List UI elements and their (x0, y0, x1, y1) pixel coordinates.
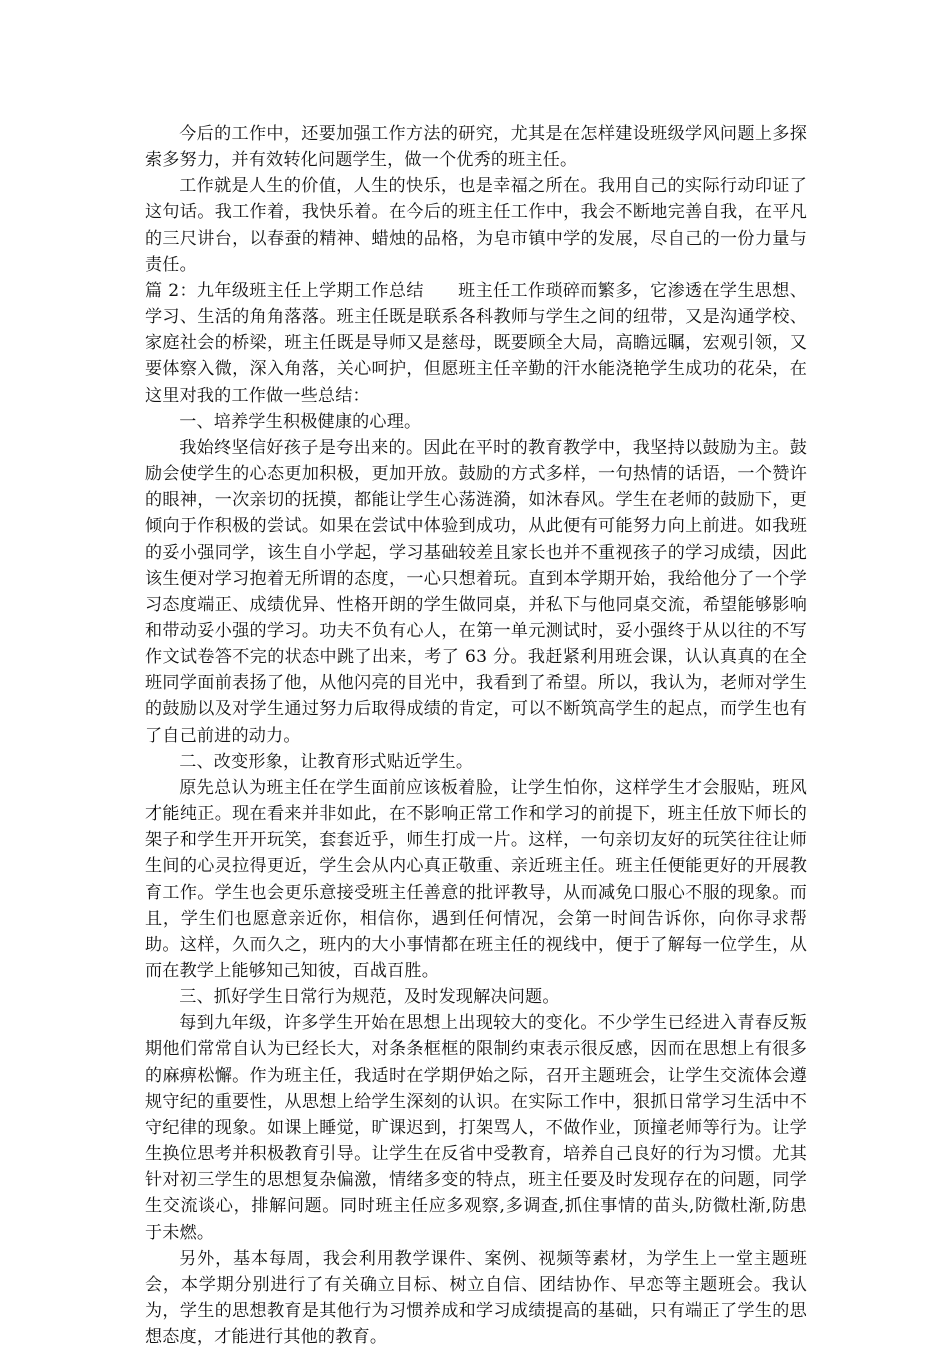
section-heading: 二、改变形象，让教育形式贴近学生。 (179, 751, 474, 772)
closing-paragraph: 另外，基本每周，我会利用教学课件、案例、视频等素材，为学生上一堂主题班会，本学期分别进行了有关确立目标、树立自信、团结协作、早恋等主题班会。我认为，学生的思想教育是其他行为习惯养成和学习成绩提高的基础，只有端正了学生的思想态度，才能进行其他的教育。 (145, 1248, 807, 1348)
section-heading: 一、培养学生积极健康的心理。 (179, 411, 422, 432)
section-body: 原先总认为班主任在学生面前应该板着脸，让学生怕你，这样学生才会服贴，班风才能纯正。现在看来并非如此，在不影响正常工作和学习的前提下，班主任放下师长的架子和学生开开玩笑，套套近乎，师生打成一片。这样，一句亲切友好的玩笑往往让师生间的心灵拉得更近，学生会从内心真正敬重、亲近班主任。班主任便能更好的开展教育工作。学生也会更乐意接受班主任善意的批评教导，从而减免口服心不服的现象。而且，学生们也愿意亲近你，相信你，遇到任何情况，会第一时间告诉你，向你寻求帮助。这样，久而久之，班内的大小事情都在班主任的视线中，便于了解每一位学生，从而在教学上能够知己知彼，百战百胜。 (145, 777, 807, 981)
article-title: 篇 2：九年级班主任上学期工作总结 (145, 280, 424, 301)
paragraph: 今后的工作中，还要加强工作方法的研究，尤其是在怎样建设班级学风问题上多探索多努力，并有效转化问题学生，做一个优秀的班主任。 (145, 124, 807, 171)
paragraph: 工作就是人生的价值，人生的快乐，也是幸福之所在。我用自己的实际行动印证了这句话。我工作着，我快乐着。在今后的班主任工作中，我会不断地完善自我，在平凡的三尺讲台，以春蚕的精神、蜡烛的品格，为皂市镇中学的发展，尽自己的一份力量与责任。 (145, 176, 807, 275)
article-intro: 班主任工作琐碎而繁多，它渗透在学生思想、学习、生活的角角落落。班主任既是联系各科教师与学生之间的纽带，又是沟通学校、家庭社会的桥梁，班主任既是导师又是慈母，既要顾全大局，高瞻远瞩，宏观引领，又要体察入微，深入角落，关心呵护，但愿班主任辛勤的汗水能浇艳学生成功的花朵，在这里对我的工作做一些总结： (145, 280, 807, 406)
document-page (145, 121, 807, 1350)
section-body: 每到九年级，许多学生开始在思想上出现较大的变化。不少学生已经进入青春反叛期他们常常自认为已经长大，对条条框框的限制约束表示很反感，因而在思想上有很多的麻痹松懈。作为班主任，我适时在学期伊始之际，召开主题班会，让学生交流体会遵规守纪的重要性，从思想上给学生深刻的认识。在实际工作中，狠抓日常学习生活中不守纪律的现象。如课上睡觉，旷课迟到，打架骂人，不做作业，顶撞老师等行为。让学生换位思考并积极教育引导。让学生在反省中受教育，培养自己良好的行为习惯。尤其针对初三学生的思想复杂偏激，情绪多变的特点，班主任要及时发现存在的问题，同学生交流谈心，排解问题。同时班主任应多观察,多调查,抓住事情的苗头,防微杜渐,防患于未燃。 (145, 1013, 807, 1243)
article-start (145, 278, 807, 409)
section-heading: 三、抓好学生日常行为规范，及时发现解决问题。 (179, 987, 560, 1008)
section-body: 我始终坚信好孩子是夸出来的。因此在平时的教育教学中，我坚持以鼓励为主。鼓励会使学生的心态更加积极，更加开放。鼓励的方式多样，一句热情的话语，一个赞许的眼神，一次亲切的抚摸，都能让学生心荡涟漪，如沐春风。学生在老师的鼓励下，更倾向于作积极的尝试。如果在尝试中体验到成功，从此便有可能努力向上前进。如我班的妥小强同学，该生自小学起，学习基础较差且家长也并不重视孩子的学习成绩，因此该生便对学习抱着无所谓的态度，一心只想着玩。直到本学期开始，我给他分了一个学习态度端正、成绩优异、性格开朗的学生做同桌，并私下与他同桌交流，希望能够影响和带动妥小强的学习。功夫不负有心人，在第一单元测试时，妥小强终于从以往的不写作文试卷答不完的状态中跳了出来，考了 63 分。我赶紧利用班会课，认认真真的在全班同学面前表扬了他，从他闪亮的目光中，我看到了希望。所以，我认为，老师对学生的鼓励以及对学生通过努力后取得成绩的肯定，可以不断筑高学生的起点，而学生也有了自己前进的动力。 (145, 437, 807, 746)
